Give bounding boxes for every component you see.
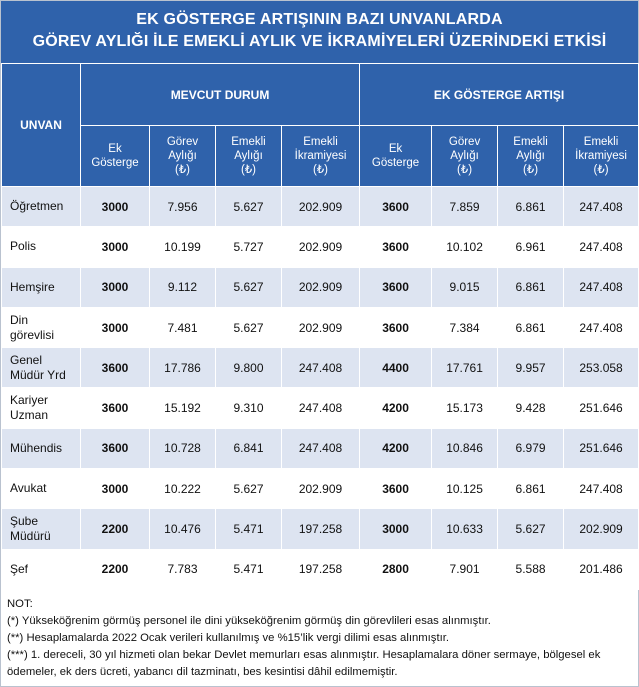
value-cell: 5.627 (216, 267, 282, 307)
column-header-line: Aylığı (168, 150, 197, 162)
unvan-line: Uzman (10, 408, 49, 423)
column-header-line: (₺) (457, 164, 473, 176)
value-cell: 6.979 (498, 428, 564, 468)
value-cell: 247.408 (564, 187, 639, 227)
value-cell: 7.384 (432, 307, 498, 347)
column-header (81, 126, 150, 187)
value-cell: 9.015 (432, 267, 498, 307)
value-cell: 2800 (360, 549, 432, 589)
unvan-cell (2, 469, 81, 509)
value-cell: 10.102 (432, 227, 498, 267)
table-row (2, 509, 639, 549)
value-cell: 4400 (360, 348, 432, 388)
title-line-2: GÖREV AYLIĞI İLE EMEKLİ AYLIK VE İKRAMİYELERİ ÜZERİNDEKİ ETKİSİ (32, 33, 607, 50)
value-cell: 247.408 (564, 267, 639, 307)
column-header-line: Görev (166, 136, 199, 148)
column-header-line: (₺) (313, 164, 329, 176)
value-cell: 3600 (360, 307, 432, 347)
value-cell: 9.428 (498, 388, 564, 428)
column-header (282, 126, 360, 187)
value-cell: 6.961 (498, 227, 564, 267)
notes-label: NOT: (7, 597, 33, 610)
value-cell: 247.408 (282, 428, 360, 468)
value-cell: 3600 (360, 187, 432, 227)
note-3: (***) 1. dereceli, 30 yıl hizmeti olan bekar Devlet memurları esas alınmıştır. Hesaplamalara döner sermaye, bölgesel ek ödemeler, ek ders ücreti, yabancı dil tazminatı, bes kesintisi dâhil edilmemiştir. (7, 648, 601, 678)
value-cell: 9.310 (216, 388, 282, 428)
unvan-line: Şube (10, 514, 39, 529)
value-cell: 7.956 (150, 187, 216, 227)
column-header-line: Emekli (303, 136, 338, 148)
column-header-line: İkramiyesi (294, 150, 347, 162)
table-row (2, 187, 639, 227)
unvan-cell (2, 267, 81, 307)
value-cell: 4200 (360, 428, 432, 468)
value-cell: 202.909 (282, 307, 360, 347)
column-header-line: İkramiyesi (575, 150, 627, 162)
value-cell: 17.761 (432, 348, 498, 388)
column-header-line: Ek (108, 143, 122, 155)
unvan-cell (2, 509, 81, 549)
column-header (216, 126, 282, 187)
value-cell: 3600 (81, 388, 150, 428)
unvan-line: Hemşire (10, 279, 55, 294)
value-cell: 3000 (81, 267, 150, 307)
current-status-header: MEVCUT DURUM (81, 64, 360, 126)
unvan-cell (2, 388, 81, 428)
unvan-line: Müdür Yrd (10, 367, 66, 382)
value-cell: 9.957 (498, 348, 564, 388)
value-cell: 247.408 (564, 227, 639, 267)
value-cell: 3000 (81, 227, 150, 267)
value-cell: 7.859 (432, 187, 498, 227)
page-title (1, 1, 638, 63)
column-header-line: Aylığı (516, 150, 545, 162)
unvan-line: Mühendis (10, 440, 63, 455)
table-row (2, 549, 639, 589)
column-header-line: Aylığı (234, 150, 263, 162)
value-cell: 10.222 (150, 469, 216, 509)
column-header-line: (₺) (241, 164, 256, 176)
value-cell: 5.471 (216, 509, 282, 549)
column-header-line: Görev (448, 136, 481, 148)
value-cell: 6.861 (498, 267, 564, 307)
note-2: (**) Hesaplamalarda 2022 Ocak verileri kullanılmış ve %15’lik vergi dilimi esas alınmıştır. (7, 631, 449, 644)
value-cell: 10.199 (150, 227, 216, 267)
column-header (564, 126, 639, 187)
unvan-cell (2, 227, 81, 267)
table-row (2, 227, 639, 267)
table-row (2, 428, 639, 468)
unvan-line: Din (10, 312, 29, 327)
note-1: (*) Yükseköğrenim görmüş personel ile dini yükseköğrenim görmüş din görevlileri esas alınmıştır. (7, 614, 491, 627)
table-row (2, 469, 639, 509)
column-header-line: Gösterge (91, 157, 139, 169)
notes-section (1, 590, 638, 681)
value-cell: 253.058 (564, 348, 639, 388)
value-cell: 4200 (360, 388, 432, 428)
value-cell: 3000 (81, 307, 150, 347)
value-cell: 2200 (81, 549, 150, 589)
value-cell: 6.861 (498, 469, 564, 509)
comparison-table (1, 63, 639, 590)
column-header-line: Emekli (513, 136, 548, 148)
unvan-line: Avukat (10, 481, 47, 496)
value-cell: 7.783 (150, 549, 216, 589)
value-cell: 3600 (360, 469, 432, 509)
value-cell: 5.471 (216, 549, 282, 589)
unvan-cell (2, 428, 81, 468)
unvan-cell (2, 187, 81, 227)
column-header-line: Ek (388, 143, 403, 155)
column-header-line: Emekli (583, 136, 619, 148)
value-cell: 251.646 (564, 388, 639, 428)
value-cell: 5.627 (216, 469, 282, 509)
value-cell: 3600 (81, 428, 150, 468)
value-cell: 10.633 (432, 509, 498, 549)
value-cell: 3600 (81, 348, 150, 388)
table-row (2, 267, 639, 307)
value-cell: 3000 (360, 509, 432, 549)
column-header (498, 126, 564, 187)
unvan-cell (2, 348, 81, 388)
value-cell: 247.408 (564, 469, 639, 509)
value-cell: 251.646 (564, 428, 639, 468)
value-cell: 202.909 (282, 187, 360, 227)
value-cell: 10.728 (150, 428, 216, 468)
value-cell: 7.901 (432, 549, 498, 589)
column-header-line: (₺) (175, 164, 190, 176)
unvan-line: Müdürü (10, 529, 51, 544)
value-cell: 202.909 (282, 469, 360, 509)
table-row (2, 348, 639, 388)
value-cell: 6.861 (498, 307, 564, 347)
value-cell: 202.909 (282, 227, 360, 267)
column-header (360, 126, 432, 187)
value-cell: 9.800 (216, 348, 282, 388)
value-cell: 9.112 (150, 267, 216, 307)
value-cell: 17.786 (150, 348, 216, 388)
value-cell: 201.486 (564, 549, 639, 589)
column-header-line: (₺) (593, 164, 609, 176)
column-header-line: Aylığı (450, 150, 479, 162)
column-header-line: Emekli (231, 136, 266, 148)
unvan-line: Öğretmen (10, 199, 64, 214)
unvan-line: Şef (10, 561, 29, 576)
value-cell: 6.861 (498, 187, 564, 227)
increase-header: EK GÖSTERGE ARTIŞI (360, 64, 639, 126)
unvan-cell (2, 549, 81, 589)
unvan-header: UNVAN (2, 64, 81, 187)
value-cell: 202.909 (282, 267, 360, 307)
column-header (432, 126, 498, 187)
unvan-line: Polis (10, 239, 37, 254)
value-cell: 10.476 (150, 509, 216, 549)
value-cell: 2200 (81, 509, 150, 549)
value-cell: 3600 (360, 267, 432, 307)
value-cell: 10.846 (432, 428, 498, 468)
value-cell: 5.627 (216, 307, 282, 347)
unvan-line: görevlisi (10, 327, 55, 342)
value-cell: 247.408 (282, 348, 360, 388)
unvan-line: Kariyer (10, 393, 49, 408)
value-cell: 7.481 (150, 307, 216, 347)
value-cell: 5.627 (498, 509, 564, 549)
value-cell: 247.408 (564, 307, 639, 347)
value-cell: 6.841 (216, 428, 282, 468)
unvan-line: Genel (10, 352, 43, 367)
column-header-line: (₺) (523, 164, 539, 176)
value-cell: 15.173 (432, 388, 498, 428)
column-header (150, 126, 216, 187)
value-cell: 197.258 (282, 509, 360, 549)
value-cell: 10.125 (432, 469, 498, 509)
unvan-cell (2, 307, 81, 347)
value-cell: 202.909 (564, 509, 639, 549)
table-row (2, 307, 639, 347)
value-cell: 5.588 (498, 549, 564, 589)
value-cell: 197.258 (282, 549, 360, 589)
value-cell: 247.408 (282, 388, 360, 428)
value-cell: 3000 (81, 187, 150, 227)
value-cell: 5.727 (216, 227, 282, 267)
value-cell: 3600 (360, 227, 432, 267)
title-line-1: EK GÖSTERGE ARTIŞININ BAZI UNVANLARDA (136, 11, 503, 28)
value-cell: 15.192 (150, 388, 216, 428)
table-row (2, 388, 639, 428)
value-cell: 5.627 (216, 187, 282, 227)
value-cell: 3000 (81, 469, 150, 509)
column-header-line: Gösterge (371, 157, 420, 169)
